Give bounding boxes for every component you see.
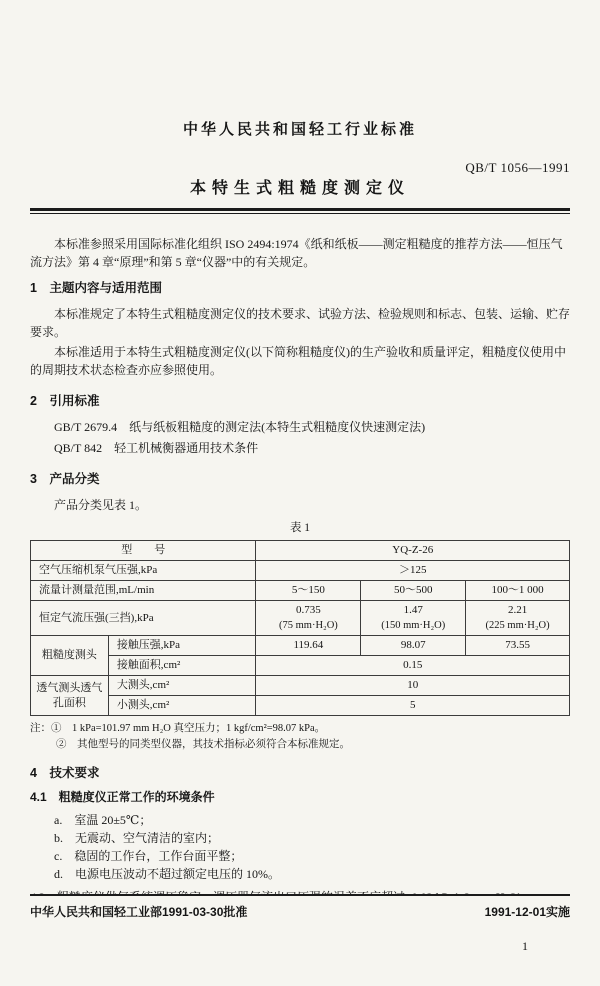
- env-condition-b: b. 无震动、空气清洁的室内；: [54, 831, 220, 845]
- constant-pressure-value-3: [466, 601, 570, 636]
- constant-pressure-value-2: [361, 601, 466, 636]
- pump-pressure-value: ＞125: [256, 561, 570, 581]
- big-head-value: 10: [256, 676, 570, 696]
- section-3-paragraph: 产品分类见表 1。: [54, 498, 148, 512]
- pressure-mmh2o-3: (225 mm·H₂O): [485, 620, 550, 631]
- implementation-date: 1991-12-01实施: [484, 904, 570, 919]
- env-condition-d: d. 电源电压波动不超过额定电压的 10%。: [54, 867, 280, 881]
- pump-pressure-label: 空气压缩机泵气压强,kPa: [31, 561, 256, 581]
- document-title: 本特生式粗糙度测定仪: [189, 180, 410, 197]
- pressure-mmh2o-2: (150 mm·H₂O): [381, 620, 446, 631]
- pressure-kpa-2: 1.47: [403, 604, 423, 616]
- pressure-mmh2o-1: (75 mm·H₂O): [279, 620, 338, 631]
- pressure-kpa-1: 0.735: [296, 604, 321, 616]
- standard-number: QB/T 1056—1991: [465, 160, 570, 175]
- flow-range-value-2: 50～500: [361, 581, 466, 601]
- env-condition-a: a. 室温 20±5℃；: [54, 813, 152, 827]
- contact-pressure-value-3: 73.55: [466, 636, 570, 656]
- table-row-pump: [31, 561, 570, 581]
- table-notes: [30, 721, 570, 753]
- page-number: 1: [522, 939, 528, 953]
- section-1-paragraph-2: 本标准适用于本特生式粗糙度测定仪(以下简称粗糙度仪)的生产验收和质量评定，粗糙度仪使用中的周期技术状态检查亦应参照使用。: [30, 345, 566, 377]
- pressure-kpa-3: 2.21: [507, 604, 528, 616]
- table-note-2: ② 其他型号的同类型仪器，其技术指标必须符合本标准规定。: [56, 739, 350, 750]
- reference-gb-2679: GB/T 2679.4 纸与纸板粗糙度的测定法(本特生式粗糙度仪快速测定法): [54, 420, 426, 434]
- model-label: 型 号: [31, 541, 256, 561]
- flow-range-label: 流量计测量范围,mL/min: [31, 581, 256, 601]
- env-condition-c: c. 稳固的工作台，工作台面平整；: [54, 849, 243, 863]
- vent-head-label: 透气测头透气孔面积: [31, 676, 109, 716]
- contact-area-label: 接触面积,cm²: [108, 656, 256, 676]
- small-head-label: 小测头,cm²: [108, 696, 256, 716]
- table-note-1: 注：① 1 kPa=101.97 mm H₂O 真空压力；1 kgf/cm²=98.07 kPa。: [30, 723, 326, 734]
- contact-area-value: 0.15: [256, 656, 570, 676]
- contact-pressure-value-2: 98.07: [361, 636, 466, 656]
- flow-range-value-3: 100～1 000: [466, 581, 570, 601]
- section-4-heading: 4 技术要求: [30, 766, 100, 780]
- table-caption: 表 1: [289, 522, 311, 534]
- table-row-constant-pressure: [31, 601, 570, 636]
- product-spec-table: [30, 540, 570, 716]
- table-row-contact-pressure: [31, 636, 570, 656]
- model-value: YQ-Z-26: [256, 541, 570, 561]
- contact-pressure-label: 接触压强,kPa: [108, 636, 256, 656]
- section-2-heading: 2 引用标准: [30, 394, 100, 408]
- flow-range-value-1: 5～150: [256, 581, 361, 601]
- intro-paragraph: 本标准参照采用国际标准化组织 ISO 2494:1974《纸和纸板——测定粗糙度的推荐方法——恒压气流方法》第 4 章“原理”和第 5 章“仪器”中的有关规定。: [30, 237, 563, 269]
- constant-pressure-label: 恒定气流压强(三挡),kPa: [31, 601, 256, 636]
- contact-pressure-value-1: 119.64: [256, 636, 361, 656]
- table-row-big-head: [31, 676, 570, 696]
- approval-line: 中华人民共和国轻工业部1991-03-30批准: [30, 904, 248, 919]
- section-1-heading: 1 主题内容与适用范围: [30, 281, 162, 295]
- roughness-head-label: 粗糙度测头: [31, 636, 109, 676]
- header-rule-thin: [30, 213, 570, 214]
- section-3-heading: 3 产品分类: [30, 472, 100, 486]
- header-rule-thick: [30, 208, 570, 211]
- table-row-flow: [31, 581, 570, 601]
- section-1-paragraph-1: 本标准规定了本特生式粗糙度测定仪的技术要求、试验方法、检验规则和标志、包装、运输、贮存要求。: [30, 307, 571, 339]
- table-row-small-head: [31, 696, 570, 716]
- page-footer: [0, 894, 600, 986]
- standard-org-line: 中华人民共和国轻工行业标准: [182, 121, 417, 138]
- big-head-label: 大测头,cm²: [108, 676, 256, 696]
- small-head-value: 5: [256, 696, 570, 716]
- constant-pressure-value-1: [256, 601, 361, 636]
- clause-4-1: 4.1 粗糙度仪正常工作的环境条件: [30, 790, 215, 804]
- reference-qb-842: QB/T 842 轻工机械衡器通用技术条件: [54, 441, 259, 455]
- table-row-contact-area: [31, 656, 570, 676]
- footer-row: [30, 903, 570, 920]
- footer-rule: [30, 894, 570, 896]
- document-body: [30, 235, 570, 906]
- table-row-model: [31, 541, 570, 561]
